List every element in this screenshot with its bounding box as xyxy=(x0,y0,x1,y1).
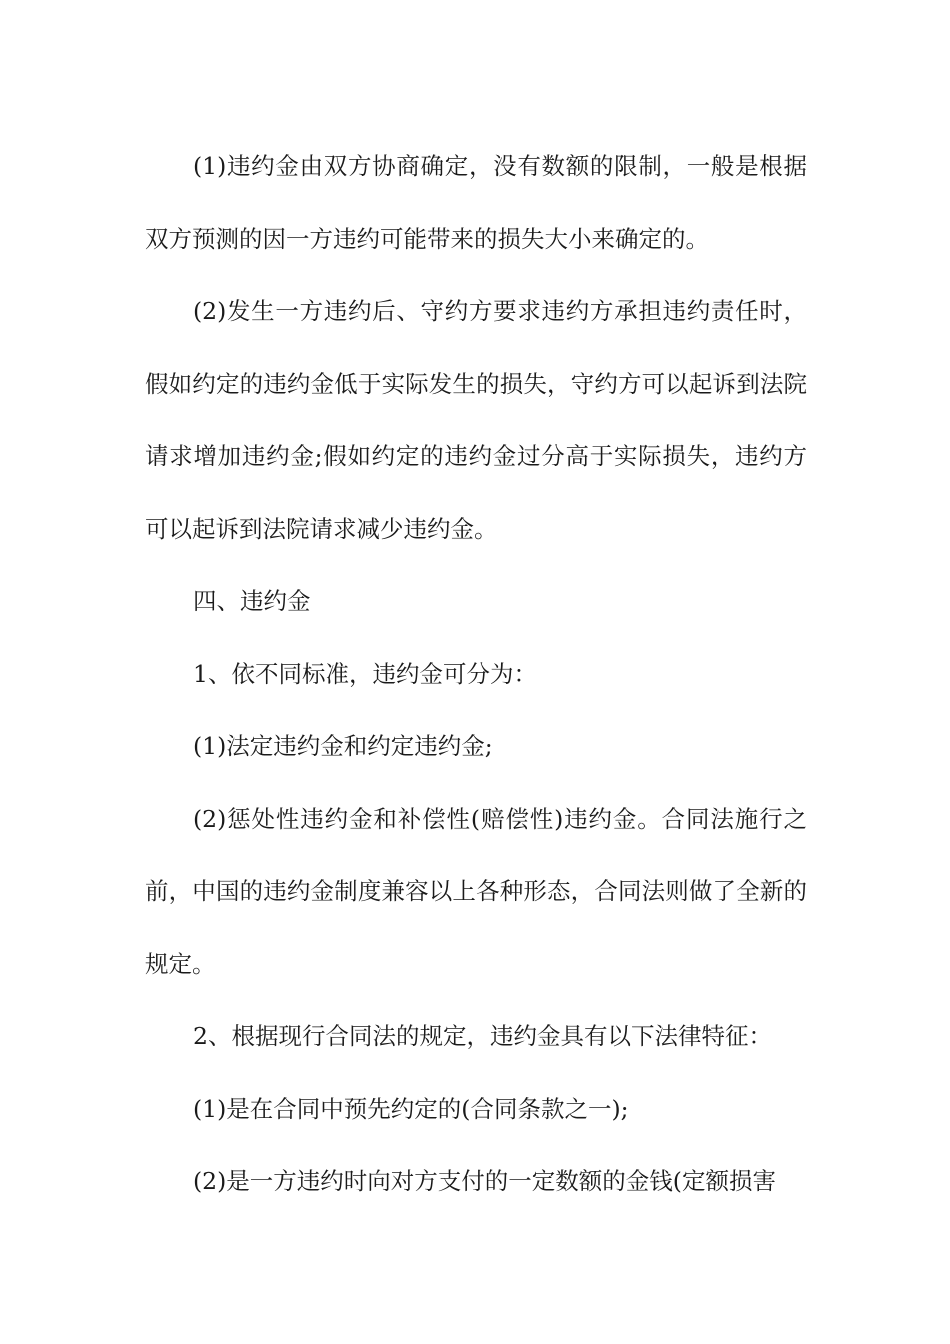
section-heading-penalty: 四、违约金 xyxy=(193,587,311,615)
paragraph-legal-features: 2、根据现行合同法的规定，违约金具有以下法律特征： xyxy=(193,1022,772,1050)
list-item-punitive-compensatory: (2)惩处性违约金和补偿性(赔偿性)违约金。合同法施行之前，中国的违约金制度兼容以上各种形态，合同法则做了全新的规定。 xyxy=(145,804,807,978)
document-body xyxy=(145,130,807,1218)
paragraph-penalty-adjustment: (2)发生一方违约后、守约方要求违约方承担违约责任时，假如约定的违约金低于实际发生的损失，守约方可以起诉到法院请求增加违约金;假如约定的违约金过分高于实际损失，违约方可以起诉到法院请求减少违约金。 xyxy=(145,297,807,543)
list-item-statutory-agreed: (1)法定违约金和约定违约金; xyxy=(193,732,493,760)
paragraph-penalty-negotiation: (1)违约金由双方协商确定，没有数额的限制，一般是根据双方预测的因一方违约可能带来的损失大小来确定的。 xyxy=(145,152,807,253)
paragraph-penalty-classification: 1、依不同标准，违约金可分为： xyxy=(193,659,537,688)
list-item-fixed-amount: (2)是一方违约时向对方支付的一定数额的金钱(定额损害 xyxy=(193,1167,776,1195)
list-item-pre-agreed: (1)是在合同中预先约定的(合同条款之一); xyxy=(193,1094,629,1123)
